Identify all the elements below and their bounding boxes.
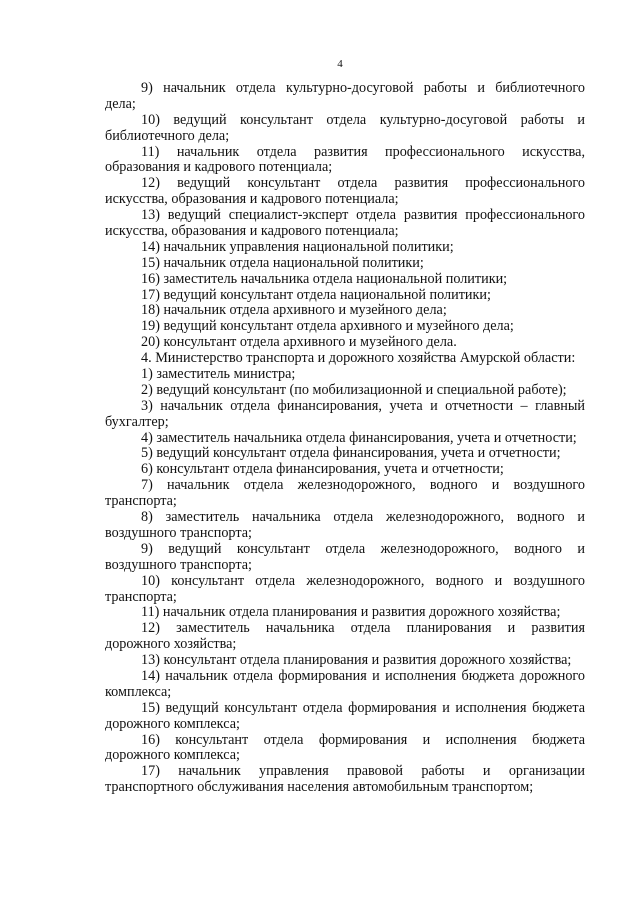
text-line: дорожного хозяйства; xyxy=(105,637,237,653)
text-line: 8) заместитель начальника отдела железнодорожного, водного и xyxy=(141,510,585,526)
text-line: 1) заместитель министра; xyxy=(141,367,296,383)
text-line: дела; xyxy=(105,96,136,112)
text-line: воздушного транспорта; xyxy=(105,557,252,573)
text-line: транспорта; xyxy=(105,589,177,605)
text-line: 11) начальник отдела развития профессионального искусства, xyxy=(141,144,585,160)
text-line: 15) ведущий консультант отдела формирования и исполнения бюджета xyxy=(141,700,585,716)
text-line: 9) ведущий консультант отдела железнодорожного, водного и xyxy=(141,541,585,557)
text-line: 16) консультант отдела формирования и исполнения бюджета xyxy=(141,732,585,748)
text-line: 10) консультант отдела железнодорожного, водного и воздушного xyxy=(141,573,585,589)
text-line: 13) ведущий специалист-эксперт отдела развития профессионального xyxy=(141,208,585,224)
text-line: 18) начальник отдела архивного и музейного дела; xyxy=(141,303,447,319)
text-line: искусства, образования и кадрового потенциала; xyxy=(105,192,399,208)
text-line: искусства, образования и кадрового потенциала; xyxy=(105,224,399,240)
text-line: 12) заместитель начальника отдела планирования и развития xyxy=(141,621,585,637)
document-body xyxy=(105,81,585,796)
text-line: 17) начальник управления правовой работы и организации xyxy=(141,764,585,780)
text-line: 16) заместитель начальника отдела национальной политики; xyxy=(141,271,508,287)
page-number: 4 xyxy=(337,58,343,70)
text-line: 4. Министерство транспорта и дорожного хозяйства Амурской области: xyxy=(141,351,576,367)
text-line: бухгалтер; xyxy=(105,414,169,430)
text-line: воздушного транспорта; xyxy=(105,525,252,541)
text-line: 2) ведущий консультант (по мобилизационной и специальной работе); xyxy=(141,382,567,398)
text-line: 9) начальник отдела культурно-досуговой работы и библиотечного xyxy=(141,81,585,96)
text-line: 4) заместитель начальника отдела финансирования, учета и отчетности; xyxy=(141,430,577,446)
text-line: 5) ведущий консультант отдела финансирования, учета и отчетности; xyxy=(141,446,561,462)
text-line: 15) начальник отдела национальной политики; xyxy=(141,255,424,271)
text-line: 17) ведущий консультант отдела национальной политики; xyxy=(141,287,491,303)
text-line: библиотечного дела; xyxy=(105,128,230,144)
text-line: образования и кадрового потенциала; xyxy=(105,160,333,176)
text-line: транспорта; xyxy=(105,494,177,510)
text-line: 11) начальник отдела планирования и развития дорожного хозяйства; xyxy=(141,605,561,621)
text-line: 10) ведущий консультант отдела культурно-досуговой работы и xyxy=(141,112,585,128)
text-line: 12) ведущий консультант отдела развития профессионального xyxy=(141,176,585,192)
text-line: транспортного обслуживания населения автомобильным транспортом; xyxy=(105,780,534,796)
text-line: дорожного комплекса; xyxy=(105,716,240,732)
text-line: 6) консультант отдела финансирования, учета и отчетности; xyxy=(141,462,504,478)
text-line: 3) начальник отдела финансирования, учета и отчетности – главный xyxy=(141,398,585,414)
text-line: 14) начальник отдела формирования и исполнения бюджета дорожного xyxy=(141,668,585,684)
text-line: 14) начальник управления национальной политики; xyxy=(141,239,454,255)
text-line: 13) консультант отдела планирования и развития дорожного хозяйства; xyxy=(141,653,572,669)
text-line: комплекса; xyxy=(105,684,172,700)
text-line: дорожного комплекса; xyxy=(105,748,240,764)
text-line: 19) ведущий консультант отдела архивного и музейного дела; xyxy=(141,319,514,335)
text-line: 20) консультант отдела архивного и музейного дела. xyxy=(141,335,457,351)
text-line: 7) начальник отдела железнодорожного, водного и воздушного xyxy=(141,478,585,494)
